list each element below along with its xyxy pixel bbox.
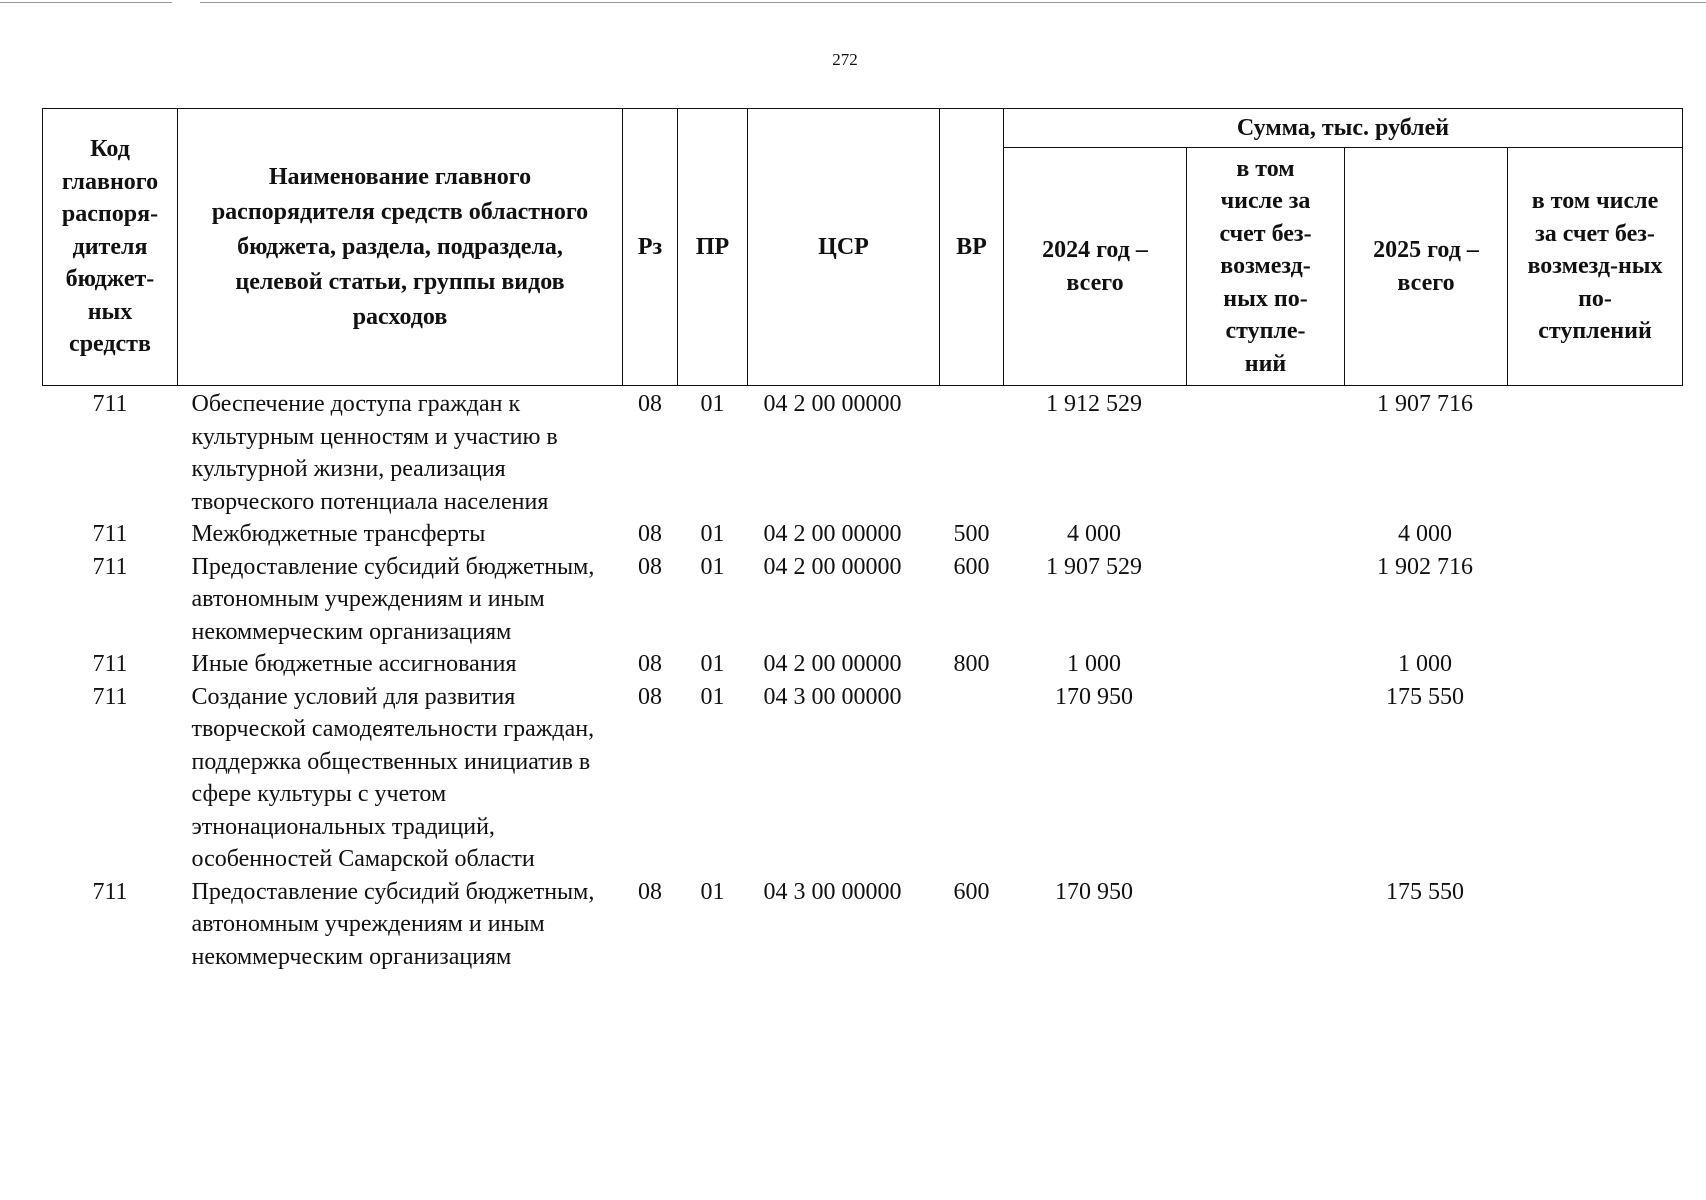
table-row (43, 386, 1683, 519)
cell-csr: 04 3 00 00000 (763, 878, 902, 905)
header-2025-total: 2025 год – всего (1345, 148, 1508, 386)
table-row (43, 648, 1683, 681)
cell-code: 711 (92, 878, 128, 905)
cell-2024-free (1187, 518, 1345, 551)
cell-2024-total: 1 907 529 (1046, 553, 1142, 580)
cell-name: Предоставление субсидий бюджетным, автономным учреждениям и иным некоммерческим организациям (191, 878, 595, 970)
cell-2024-free (1187, 681, 1345, 876)
cell-2025-free (1508, 648, 1683, 681)
table-body (43, 386, 1683, 974)
cell-rz: 08 (638, 521, 662, 547)
cell-2025-free (1508, 518, 1683, 551)
cell-2025-total: 1 907 716 (1377, 391, 1473, 417)
header-rz: Рз (623, 109, 678, 386)
cell-csr: 04 2 00 00000 (763, 391, 902, 417)
cell-vr: 600 (953, 553, 990, 580)
cell-name: Создание условий для развития творческой самодеятельности граждан, поддержка общественных инициатив в сфере культуры с учетом этнонациональных традиций, особенностей Самарской области (191, 683, 595, 872)
cell-2025-total: 4 000 (1398, 521, 1452, 547)
table-row (43, 551, 1683, 649)
cell-code: 711 (92, 521, 128, 547)
cell-csr: 04 2 00 00000 (763, 651, 902, 677)
cell-2025-total: 1 902 716 (1377, 553, 1473, 580)
scan-edge-line-right (200, 2, 1706, 3)
cell-name: Межбюджетные трансферты (191, 521, 486, 547)
table-row (43, 518, 1683, 551)
cell-2025-total: 175 550 (1386, 683, 1464, 710)
cell-pr: 01 (700, 683, 725, 710)
cell-2024-total: 170 950 (1055, 683, 1133, 710)
cell-code: 711 (92, 391, 128, 417)
header-csr: ЦСР (748, 109, 940, 386)
cell-pr: 01 (700, 651, 725, 677)
table-row (43, 876, 1683, 974)
scan-edge-line-left (0, 2, 172, 3)
cell-2024-total: 1 912 529 (1046, 391, 1142, 417)
cell-rz: 08 (638, 651, 662, 677)
cell-name: Предоставление субсидий бюджетным, автономным учреждениям и иным некоммерческим организациям (191, 553, 595, 645)
cell-2025-total: 175 550 (1386, 878, 1464, 905)
page-number: 272 (832, 50, 858, 69)
cell-pr: 01 (700, 878, 725, 905)
cell-rz: 08 (638, 553, 662, 580)
cell-csr: 04 2 00 00000 (763, 553, 902, 580)
header-2025-free: в том числе за счет без-возмезд-ных по-ступлений (1508, 148, 1683, 386)
header-2024-free: в том числе за счет без-возмезд-ных по-ступле-ний (1187, 148, 1345, 386)
cell-code: 711 (92, 553, 128, 580)
cell-vr: 500 (953, 521, 990, 547)
cell-2025-free (1508, 386, 1683, 519)
cell-csr: 04 2 00 00000 (763, 521, 902, 547)
cell-2024-free (1187, 876, 1345, 974)
cell-2025-free (1508, 876, 1683, 974)
cell-pr: 01 (700, 553, 725, 580)
cell-2025-free (1508, 551, 1683, 649)
budget-table (42, 108, 1683, 973)
cell-pr: 01 (700, 391, 725, 417)
cell-code: 711 (92, 683, 128, 710)
cell-rz: 08 (638, 391, 662, 417)
header-code: Код главного распоря-дителя бюджет-ных средств (43, 109, 178, 386)
table-row (43, 681, 1683, 876)
cell-name: Обеспечение доступа граждан к культурным ценностям и участию в культурной жизни, реализация творческого потенциала населения (191, 391, 558, 515)
cell-pr: 01 (700, 521, 725, 547)
cell-vr (940, 681, 1004, 876)
cell-vr (940, 386, 1004, 519)
header-sum-group: Сумма, тыс. рублей (1004, 109, 1683, 148)
cell-name: Иные бюджетные ассигнования (191, 651, 517, 677)
cell-2024-free (1187, 648, 1345, 681)
cell-rz: 08 (638, 683, 662, 710)
header-vr: ВР (940, 109, 1004, 386)
cell-rz: 08 (638, 878, 662, 905)
cell-csr: 04 3 00 00000 (763, 683, 902, 710)
cell-2025-free (1508, 681, 1683, 876)
cell-2024-total: 170 950 (1055, 878, 1133, 905)
header-2024-total: 2024 год – всего (1004, 148, 1187, 386)
table-header (43, 109, 1683, 386)
cell-2024-total: 1 000 (1067, 651, 1121, 677)
cell-code: 711 (92, 651, 128, 677)
cell-2025-total: 1 000 (1398, 651, 1452, 677)
cell-vr: 800 (953, 651, 990, 677)
cell-vr: 600 (953, 878, 990, 905)
header-pr: ПР (678, 109, 748, 386)
cell-2024-free (1187, 551, 1345, 649)
header-name: Наименование главного распорядителя средств областного бюджета, раздела, подраздела, целевой статьи, группы видов расходов (178, 109, 623, 386)
cell-2024-total: 4 000 (1067, 521, 1121, 547)
cell-2024-free (1187, 386, 1345, 519)
